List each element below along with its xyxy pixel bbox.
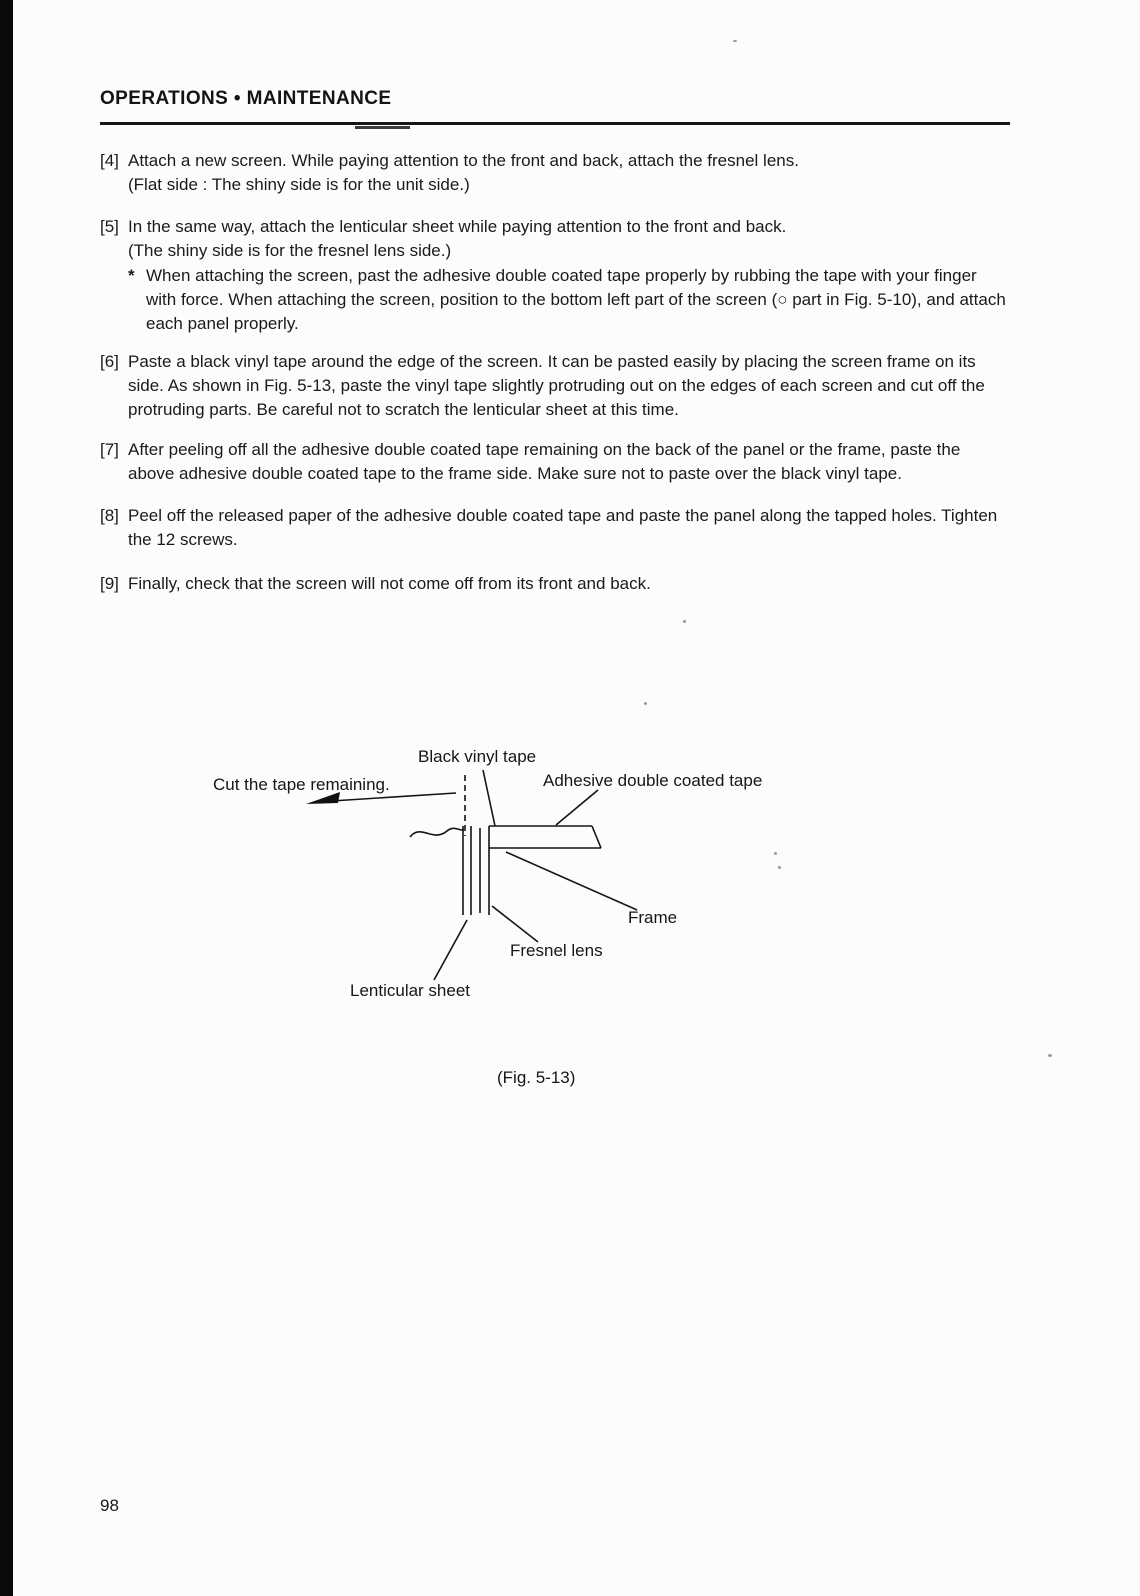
adhesive-tape-pointer-line (556, 790, 598, 825)
instruction-item-5 (100, 215, 1010, 336)
scan-speck (774, 852, 777, 855)
instruction-text: Finally, check that the screen will not come off from its front and back. (128, 574, 651, 593)
instruction-text: In the same way, attach the lenticular sheet while paying attention to the front and back. (128, 217, 787, 236)
instruction-item-6 (100, 350, 1010, 422)
scan-speck (683, 620, 686, 623)
page-number: 98 (100, 1496, 119, 1515)
diagram-label-black-vinyl-tape: Black vinyl tape (418, 747, 537, 766)
panel-cross-section (463, 826, 489, 915)
instruction-text: Attach a new screen. While paying attention to the front and back, attach the fresnel lens. (128, 151, 799, 170)
diagram-label-fresnel-lens: Fresnel lens (510, 941, 603, 960)
instruction-text: Peel off the released paper of the adhesive double coated tape and paste the panel along the tapped holes. Tighten the 12 screws. (128, 506, 998, 549)
instruction-text: Paste a black vinyl tape around the edge of the screen. It can be pasted easily by placing the screen frame on its side. As shown in Fig. 5-13, paste the vinyl tape slightly protruding out on the edges of each screen and cut off the protruding parts. Be careful not to scratch the lenticular sheet at this time. (128, 352, 985, 419)
black-vinyl-tape-pointer-line (483, 770, 495, 826)
instruction-body (128, 438, 1010, 486)
page-header-title: OPERATIONS • MAINTENANCE (100, 88, 392, 109)
instruction-subtext: (The shiny side is for the fresnel lens side.) (128, 241, 452, 260)
scan-speck (644, 702, 647, 705)
instruction-item-8 (100, 504, 1010, 552)
instruction-number: [8] (100, 506, 119, 525)
scan-speck (778, 866, 781, 869)
instruction-number: [9] (100, 574, 119, 593)
page-content (0, 0, 1140, 596)
note-text: When attaching the screen, past the adhesive double coated tape properly by rubbing the tape with your finger with force. When attaching the screen, position to the bottom left part of the screen (○ part in Fig. 5-10), and attach each panel properly. (146, 266, 1006, 333)
diagram-label-frame: Frame (628, 908, 678, 927)
diagram-label-lenticular-sheet: Lenticular sheet (350, 981, 471, 1000)
screen-edge-diagram (0, 740, 1140, 1060)
instruction-text: After peeling off all the adhesive double coated tape remaining on the back of the panel or the frame, paste the above adhesive double coated tape to the frame side. Make sure not to paste over the black vinyl tape. (128, 440, 961, 483)
instruction-subtext: (Flat side : The shiny side is for the unit side.) (128, 175, 470, 194)
scan-speck (733, 40, 737, 42)
diagram-label-cut-tape: Cut the tape remaining. (213, 775, 390, 794)
instruction-body (128, 215, 1010, 336)
tape-squiggle (410, 828, 464, 837)
instruction-number: [4] (100, 151, 119, 170)
note-marker: * (128, 266, 135, 285)
instruction-note (128, 264, 1010, 336)
instruction-number: [5] (100, 217, 119, 236)
instruction-number: [7] (100, 440, 119, 459)
instruction-item-4 (100, 149, 1010, 197)
instruction-body (128, 504, 1010, 552)
instruction-body (128, 149, 1010, 197)
instruction-number: [6] (100, 352, 119, 371)
instruction-body (128, 350, 1010, 422)
frame-pointer-line (506, 852, 637, 910)
instruction-item-9 (100, 572, 1010, 596)
figure-caption: (Fig. 5-13) (497, 1068, 576, 1087)
frame-cross-section (489, 826, 601, 848)
header-rule-dash (355, 126, 410, 129)
fresnel-pointer-line (492, 906, 538, 942)
instruction-item-7 (100, 438, 1010, 486)
diagram-label-adhesive-tape: Adhesive double coated tape (543, 771, 763, 790)
instruction-body (128, 572, 1010, 596)
header-rule (100, 122, 1010, 125)
scan-speck (1048, 1054, 1052, 1057)
lenticular-pointer-line (434, 920, 467, 980)
